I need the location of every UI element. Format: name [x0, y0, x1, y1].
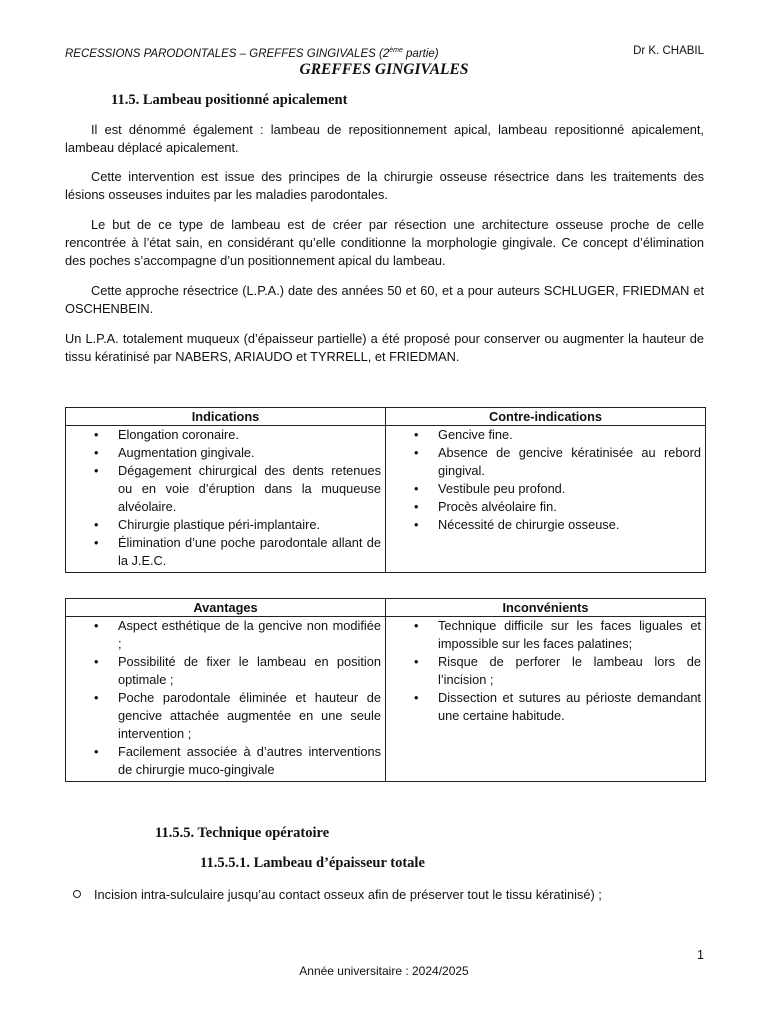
header-course-title: RECESSIONS PARODONTALES – GREFFES GINGIVALES (2ème partie): [65, 47, 439, 60]
list-item: • Procès alvéolaire fin.: [438, 498, 701, 516]
list-item: • Absence de gencive kératinisée au rebord gingival.: [438, 444, 701, 480]
page-number: 1: [697, 948, 704, 962]
list-item: • Dissection et sutures au périoste demandant une certaine habitude.: [438, 689, 701, 725]
disadvantages-header: Inconvénients: [386, 599, 706, 617]
paragraph-1: Il est dénommé également : lambeau de repositionnement apical, lambeau repositionné apicalement, lambeau déplacé apicalement.: [65, 122, 704, 155]
header-author: Dr K. CHABIL: [633, 45, 704, 57]
list-item: • Technique difficile sur les faces liguales et impossible sur les faces palatines;: [438, 617, 701, 653]
paragraph-3: Le but de ce type de lambeau est de créer par résection une architecture osseuse proche de celle rencontrée à l’état sain, en considérant qu’elle conditionne la morphologie gingivale. Ce concept d’élimination des poches s’accompagne d’un positionnement apical du lambeau.: [65, 217, 704, 268]
disadvantages-list: [386, 617, 705, 725]
list-item: • Augmentation gingivale.: [118, 444, 381, 462]
disadvantages-cell: [386, 617, 706, 782]
list-item: • Gencive fine.: [438, 426, 701, 444]
indications-table: [65, 407, 706, 573]
list-item: • Aspect esthétique de la gencive non modifiée ;: [118, 617, 381, 653]
advantages-cell: [66, 617, 386, 782]
paragraph-4: Cette approche résectrice (L.P.A.) date des années 50 et 60, et a pour auteurs SCHLUGER, FRIEDMAN et OSCHENBEIN.: [65, 283, 704, 316]
page-title: GREFFES GINGIVALES: [299, 61, 469, 78]
indications-header: Indications: [66, 408, 386, 426]
paragraph-2: Cette intervention est issue des principes de la chirurgie osseuse résectrice dans les traitements des lésions osseuses induites par les maladies parodontales.: [65, 169, 704, 202]
paragraph-5: Un L.P.A. totalement muqueux (d’épaisseur partielle) a été proposé pour conserver ou augmenter la hauteur de tissu kératinisé par NABERS, ARIAUDO et TYRRELL, et FRIEDMAN.: [65, 331, 704, 364]
list-item: • Dégagement chirurgical des dents retenues ou en voie d’éruption dans la muqueuse alvéolaire.: [118, 462, 381, 516]
list-item: • Risque de perforer le lambeau lors de l’incision ;: [438, 653, 701, 689]
contraindications-header: Contre-indications: [386, 408, 706, 426]
advantages-list: [66, 617, 385, 779]
list-item: • Nécessité de chirurgie osseuse.: [438, 516, 701, 534]
indications-list: [66, 426, 385, 570]
list-item: • Poche parodontale éliminée et hauteur de gencive attachée augmentée en une seule intervention ;: [118, 689, 381, 743]
section-title: 11.5. Lambeau positionné apicalement: [111, 92, 348, 108]
circle-bullet-icon: [73, 890, 81, 898]
contraindications-cell: [386, 426, 706, 573]
list-item: • Vestibule peu profond.: [438, 480, 701, 498]
page-footer: Année universitaire : 2024/2025: [299, 964, 469, 978]
list-item: • Élimination d’une poche parodontale allant de la J.E.C.: [118, 534, 381, 570]
page-header: [65, 44, 704, 61]
list-item: • Elongation coronaire.: [118, 426, 381, 444]
contraindications-list: [386, 426, 705, 534]
technique-subtitle: 11.5.5.1. Lambeau d’épaisseur totale: [200, 855, 425, 871]
incision-item: [73, 886, 602, 904]
list-item: • Possibilité de fixer le lambeau en position optimale ;: [118, 653, 381, 689]
incision-text: Incision intra-sulculaire jusqu’au contact osseux afin de préserver tout le tissu kératinisé) ;: [94, 887, 602, 902]
advantages-header: Avantages: [66, 599, 386, 617]
list-item: • Chirurgie plastique péri-implantaire.: [118, 516, 381, 534]
list-item: • Facilement associée à d’autres interventions de chirurgie muco-gingivale: [118, 743, 381, 779]
technique-title: 11.5.5. Technique opératoire: [155, 825, 330, 841]
advantages-table: [65, 598, 706, 782]
indications-cell: [66, 426, 386, 573]
